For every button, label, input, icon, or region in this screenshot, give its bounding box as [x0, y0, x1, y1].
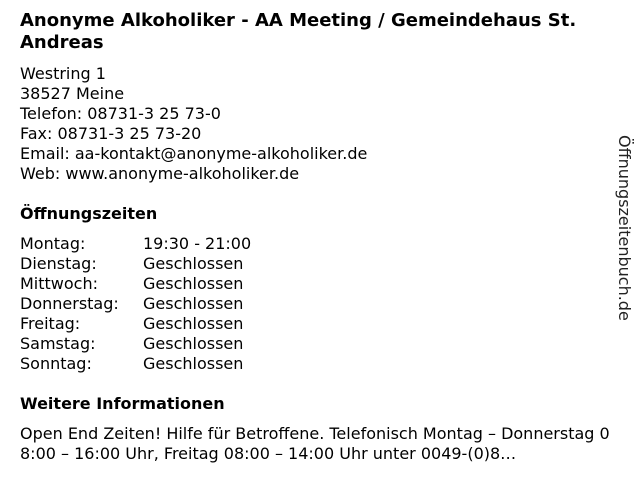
hours-day: Sonntag: — [20, 354, 92, 373]
hours-time: Geschlossen — [143, 274, 244, 293]
opening-hours-heading: Öffnungszeiten — [20, 204, 158, 223]
hours-row-tuesday — [20, 254, 620, 274]
hours-time: Geschlossen — [143, 354, 244, 373]
opening-hours-table — [20, 234, 620, 374]
more-info-heading: Weitere Informationen — [20, 394, 225, 413]
hours-time: 19:30 - 21:00 — [143, 234, 252, 253]
website-link[interactable]: Web: www.anonyme-alkoholiker.de — [20, 164, 300, 183]
hours-row-wednesday — [20, 274, 620, 294]
hours-day: Mittwoch: — [20, 274, 98, 293]
hours-day: Dienstag: — [20, 254, 97, 273]
email-address[interactable]: Email: aa-kontakt@anonyme-alkoholiker.de — [20, 144, 368, 163]
hours-time: Geschlossen — [143, 254, 244, 273]
hours-row-saturday — [20, 334, 620, 354]
hours-row-sunday — [20, 354, 620, 374]
hours-row-friday — [20, 314, 620, 334]
address-block — [20, 64, 620, 184]
hours-time: Geschlossen — [143, 294, 244, 313]
hours-day: Montag: — [20, 234, 86, 253]
hours-time: Geschlossen — [143, 334, 244, 353]
site-watermark: Öffnungszeitenbuch.de — [615, 135, 634, 321]
phone-number[interactable]: Telefon: 08731-3 25 73-0 — [20, 104, 221, 123]
hours-day: Samstag: — [20, 334, 96, 353]
listing-title: Anonyme Alkoholiker - AA Meeting / Gemeindehaus St. Andreas — [20, 10, 577, 53]
hours-day: Freitag: — [20, 314, 81, 333]
hours-time: Geschlossen — [143, 314, 244, 333]
more-info-text: Open End Zeiten! Hilfe für Betroffene. Telefonisch Montag – Donnerstag 08:00 – 16:00 Uhr, Freitag 08:00 – 14:00 Uhr unter 0049-(0)8… — [20, 424, 610, 463]
fax-number: Fax: 08731-3 25 73-20 — [20, 124, 202, 143]
hours-row-monday — [20, 234, 620, 254]
hours-row-thursday — [20, 294, 620, 314]
listing-content — [20, 10, 620, 464]
hours-day: Donnerstag: — [20, 294, 119, 313]
address-street: Westring 1 — [20, 64, 106, 83]
address-city: 38527 Meine — [20, 84, 125, 103]
